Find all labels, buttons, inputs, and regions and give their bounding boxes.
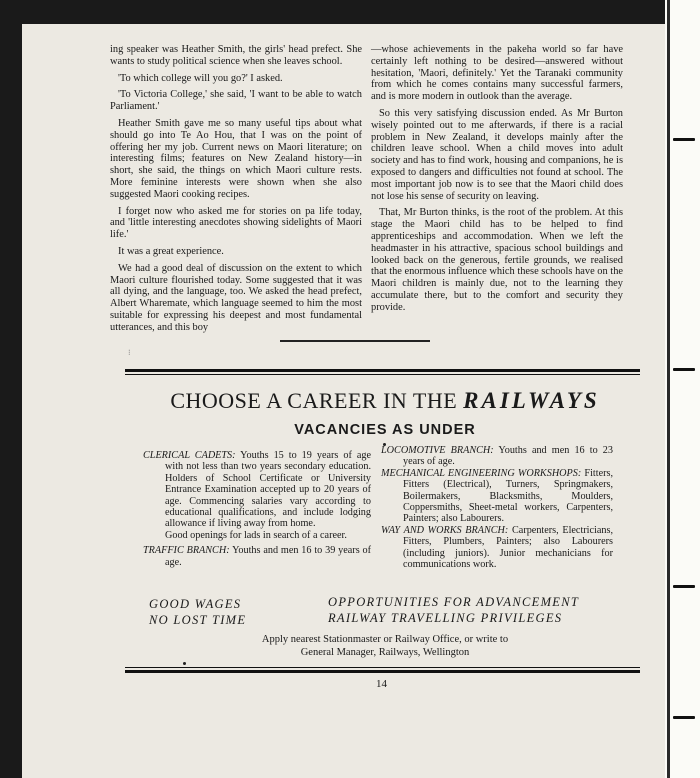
article-paragraph: ing speaker was Heather Smith, the girls' head prefect. She wants to study political science when she leaves school. [110,44,362,67]
slogan-travel-privileges: RAILWAY TRAVELLING PRIVILEGES [328,611,563,625]
mechanical-workshops-text: Fitters, Fitters (Electrical), Turners, Springmakers, Boilermakers, Blacksmiths, Moulders, Coppersmiths, Sheet-metal workers, Carpenters, Painters; also Labourers. [403,467,613,525]
locomotive-branch-text: Youths and men 16 to 23 years of age. [403,445,613,468]
traffic-branch-heading: TRAFFIC BRANCH: [143,545,230,557]
advert-right-column [381,445,613,570]
article-paragraph: 'To Victoria College,' she said, 'I want to be able to watch Parliament.' [110,89,362,113]
article-paragraph: I forget now who asked me for stories on pa life today, and 'little interesting anecdotes showing sidelights of Maori life.' [110,205,362,241]
clerical-openings-note: Good openings for lads in search of a career. [165,529,347,541]
advert-headline-prefix: CHOOSE A CAREER IN THE [170,388,458,413]
slogan-no-lost-time: NO LOST TIME [149,613,247,627]
clerical-cadets-heading: CLERICAL CADETS: [143,450,236,461]
article-end-rule [280,340,430,342]
advert-left-column [143,450,371,568]
clerical-cadets-text: Youths 15 to 19 years of age with not less than two years secondary education. Holders of School Certificate or University Entrance Examination accepted up to 20 years of age. Commencing salaries vary according to educational qualifications, and include lodging allowance if living away from home. [165,450,371,530]
advert-bottom-rule [125,670,640,673]
page-number: 14 [376,678,387,690]
advert-bottom-rule-thin [125,667,640,668]
slogan-good-wages: GOOD WAGES [149,597,242,611]
article-right-column [371,44,623,319]
way-and-works-text: Carpenters, Electricians, Fitters, Plumbers, Painters; also Labourers (including juniors). Junior mechanicians for communications work. [403,524,613,571]
binding-staple [673,368,695,371]
advert-apply-notice [130,633,640,659]
article-paragraph: That, Mr Burton thinks, is the root of the problem. At this stage the Maori child has to be helped to find apprenticeships and accommodation. When we left the headmaster in his attractive, spacious school buildings and looked back on the generous, fertile grounds, we realised that the enormous influence which these schools have on the Maori children is mainly due, not to the learning they accumulate there, but to the comfort and security they provide. [371,207,623,313]
locomotive-branch-entry [381,445,613,468]
advert-top-rule-thin [125,374,640,375]
traffic-branch-text: Youths and men 16 to 39 years of age. [165,545,371,568]
binding-staple [673,585,695,588]
apply-address: General Manager, Railways, Wellington [300,647,470,658]
margin-mark: ⁝ [128,348,131,357]
article-paragraph: We had a good deal of discussion on the extent to which Maori culture flourished today. Some suggested that it was all dying, and the language, too. We asked the head prefect, Albert Wharemate, which language seemed to him the most suitable for expressing his deepest and most fundamental utterances, and this boy [110,262,362,333]
ornament-dot [183,662,186,665]
slogan-advancement: OPPORTUNITIES FOR ADVANCEMENT [328,595,580,609]
article-left-column [110,44,362,339]
binding-line [667,0,670,778]
article-paragraph: So this very satisfying discussion ended. As Mr Burton wisely pointed out to me afterwards, if there is a racial problem in New Zealand, it develops mainly after the children leave school. When a child moves into adult society and has to find work, housing and companions, he is exposed to dangers and difficulties not found at school. The most important job now is to see that the Maori child does not lose his sense of security on leaving. [371,107,623,202]
apply-line: Apply nearest Stationmaster or Railway Office, or write to [261,634,509,645]
advert-subheading: VACANCIES AS UNDER [294,422,476,438]
article-paragraph: —whose achievements in the pakeha world so far have certainly left nothing to be desired—answered without hesitation, 'Maori, definitely.' Yet the Taranaki community from which he comes contains many successful farmers, and is more modern in outlook than the average. [371,44,623,103]
binding-staple [673,138,695,141]
advert-top-rule [125,369,640,372]
traffic-branch-entry [143,545,371,568]
advert-headline [130,388,640,414]
way-and-works-heading: WAY AND WORKS BRANCH: [381,524,509,536]
binding-staple [673,716,695,719]
clerical-cadets-entry [143,450,371,530]
article-paragraph: It was a great experience. [118,245,224,257]
binding-edge [665,0,700,778]
locomotive-branch-heading: LOCOMOTIVE BRANCH: [381,445,494,456]
mechanical-workshops-heading: MECHANICAL ENGINEERING WORKSHOPS: [381,467,582,479]
article-paragraph: Heather Smith gave me so many useful tips about what should go into Te Ao Hou, that I was on the point of offering her my job. Current news on Maori literature; on interesting films; features on New Zealand history—in short, she said, the things on which Maori culture rests. More feminine interests were shown when she also suggested Maori cooking recipes. [110,117,362,200]
way-and-works-entry [381,525,613,571]
advert-headline-railways: RAILWAYS [463,388,600,413]
mechanical-workshops-entry [381,468,613,525]
article-paragraph: 'To which college will you go?' I asked. [118,72,283,84]
